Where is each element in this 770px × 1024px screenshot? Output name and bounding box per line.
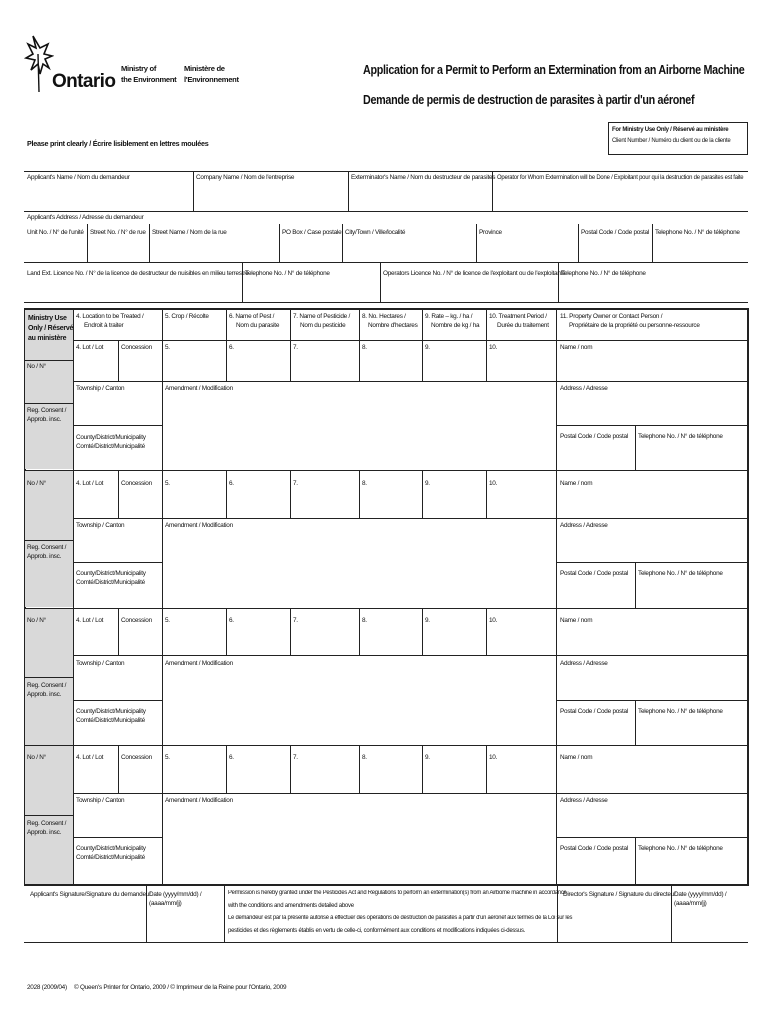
block3-reg-consent-line1: Reg. Consent / — [27, 682, 67, 689]
unit-no-label: Unit No. / N° de l'unité — [27, 229, 84, 236]
block1-col6-label: 6. — [229, 344, 234, 351]
block3-col10-label: 10. — [489, 617, 498, 624]
block3-name-label: Name / nom — [560, 617, 593, 624]
block3-col8-label: 8. — [362, 617, 367, 624]
block1-telephone-label: Telephone No. / N° de téléphone — [638, 433, 723, 440]
block4-amendment-label: Amendment / Modification — [165, 797, 233, 804]
block2-col5-label: 5. — [165, 480, 170, 487]
block1-township-label: Township / Canton — [76, 385, 125, 392]
ministry-use-col-line1: Ministry Use — [28, 315, 67, 322]
ministry-use-title: For Ministry Use Only / Réservé au ministère — [612, 127, 729, 133]
col10-header-line1: 10. Treatment Period / — [489, 313, 547, 320]
block3-reg-consent-line2: Approb. insc. — [27, 691, 62, 698]
block4-telephone-label: Telephone No. / N° de téléphone — [638, 845, 723, 852]
block2-col10-label: 10. — [489, 480, 498, 487]
block1-concession-label: Concession — [121, 344, 152, 351]
block1-postal-label: Postal Code / Code postal — [560, 433, 628, 440]
city-field[interactable] — [343, 238, 475, 261]
ministry-fr-line2: l'Environnement — [184, 75, 239, 84]
exterminator-name-label: Exterminator's Name / Nom du destructeur de parasites — [351, 174, 496, 181]
applicant-name-label: Applicant's Name / Nom du demandeur — [27, 174, 130, 181]
province-field[interactable] — [477, 238, 577, 261]
block1-reg-consent-line2: Approb. insc. — [27, 416, 62, 423]
form-number: 2028 (2009/04) — [27, 984, 67, 991]
block3-address-label: Address / Adresse — [560, 660, 608, 667]
block1-address-label: Address / Adresse — [560, 385, 608, 392]
block3-telephone-label: Telephone No. / N° de téléphone — [638, 708, 723, 715]
col11-header-line2: Propriétaire de la propriété ou personne-ressource — [569, 322, 700, 329]
block3-amendment-label: Amendment / Modification — [165, 660, 233, 667]
ministry-fr-line1: Ministère de — [184, 64, 225, 73]
street-name-field[interactable] — [150, 238, 278, 261]
date-field[interactable] — [147, 912, 223, 941]
telephone-label: Telephone No. / N° de téléphone — [655, 229, 740, 236]
date2-label-line1: Date (yyyy/mm/dd) / — [674, 891, 727, 898]
block1-col9-label: 9. — [425, 344, 430, 351]
po-box-label: PO Box / Case postale — [282, 229, 342, 236]
director-signature-field[interactable] — [558, 904, 670, 941]
street-no-label: Street No. / N° de rue — [90, 229, 146, 236]
company-name-label: Company Name / Nom de l'entreprise — [196, 174, 295, 181]
unit-no-field[interactable] — [25, 238, 86, 261]
block4-address-label: Address / Adresse — [560, 797, 608, 804]
block1-col10-label: 10. — [489, 344, 498, 351]
telephone2-label: Telephone No. / N° de téléphone — [245, 270, 330, 277]
trillium-icon — [24, 34, 54, 92]
block2-county-line2: Comté/District/Municipalité — [76, 579, 145, 586]
block4-county-line2: Comté/District/Municipalité — [76, 854, 145, 861]
telephone3-field[interactable] — [559, 280, 747, 301]
ministry-use-col-line2: Only / Réservé — [28, 325, 74, 332]
block2-col6-label: 6. — [229, 480, 234, 487]
block1-reg-consent-line1: Reg. Consent / — [27, 407, 67, 414]
title-english: Application for a Permit to Perform an Extermination from an Airborne Machine — [363, 63, 745, 77]
applicant-name-field[interactable] — [25, 183, 192, 210]
block2-col7-label: 7. — [293, 480, 298, 487]
po-box-field[interactable] — [280, 238, 341, 261]
block1-amendment-field[interactable] — [163, 393, 555, 469]
operators-licence-field[interactable] — [381, 280, 557, 301]
street-name-label: Street Name / Nom de la rue — [152, 229, 227, 236]
col4-header-line2: Endroit à traiter — [84, 322, 124, 329]
block2-amendment-field[interactable] — [163, 530, 555, 607]
date-label-line2: (aaaa/mm/jj) — [149, 900, 182, 907]
street-no-field[interactable] — [88, 238, 148, 261]
land-ext-licence-field[interactable] — [25, 280, 241, 301]
block3-township-label: Township / Canton — [76, 660, 125, 667]
block2-no-label: No / N° — [27, 480, 46, 487]
block4-name-field[interactable] — [557, 763, 747, 792]
block1-col8-label: 8. — [362, 344, 367, 351]
postal-code-field[interactable] — [579, 238, 651, 261]
block4-col9-label: 9. — [425, 754, 430, 761]
block4-col6-label: 6. — [229, 754, 234, 761]
city-label: City/Town / Ville/localité — [345, 229, 406, 236]
block2-name-label: Name / nom — [560, 480, 593, 487]
block4-postal-label: Postal Code / Code postal — [560, 845, 628, 852]
permission-en-line2: with the conditions and amendments detailed above — [228, 903, 354, 909]
block1-col5-label: 5. — [165, 344, 170, 351]
col5-header: 5. Crop / Récolte — [165, 313, 209, 320]
client-number-field[interactable] — [609, 135, 747, 154]
block4-name-label: Name / nom — [560, 754, 593, 761]
block4-col5-label: 5. — [165, 754, 170, 761]
block4-concession-label: Concession — [121, 754, 152, 761]
block4-county-line1: County/District/Municipality — [76, 845, 146, 852]
block3-postal-label: Postal Code / Code postal — [560, 708, 628, 715]
block2-reg-consent-line2: Approb. insc. — [27, 553, 62, 560]
block1-name-field[interactable] — [557, 353, 747, 380]
block1-county-line2: Comté/District/Municipalité — [76, 443, 145, 450]
operator-field[interactable] — [493, 183, 747, 210]
operators-licence-label: Operators Licence No. / N° de licence de l'exploitant ou de l'exploitante — [383, 270, 566, 277]
company-name-field[interactable] — [194, 183, 347, 210]
telephone2-field[interactable] — [243, 280, 379, 301]
block4-reg-consent-line2: Approb. insc. — [27, 829, 62, 836]
permission-en-line1: Permission is hereby granted under the Pesticides Act and Regulations to perform an extermination(s) from an Airborne machine in accordance — [228, 890, 567, 896]
permission-fr-line1: Le demandeur est par la présente autorisé à effectuer des opérations de destruction de parasites à partir d'un aéronef aux termes de la Loi sur les — [228, 915, 573, 921]
telephone3-label: Telephone No. / N° de téléphone — [561, 270, 646, 277]
block3-amendment-field[interactable] — [163, 668, 555, 744]
col9-header-line2: Nombre de kg / ha — [431, 322, 480, 329]
block3-name-field[interactable] — [557, 626, 747, 654]
date2-field[interactable] — [672, 912, 747, 941]
block4-col7-label: 7. — [293, 754, 298, 761]
title-french: Demande de permis de destruction de parasites à partir d'un aéronef — [363, 93, 695, 107]
block3-county-line2: Comté/District/Municipalité — [76, 717, 145, 724]
ministry-use-col-line3: au ministère — [28, 335, 67, 342]
block4-reg-consent-line1: Reg. Consent / — [27, 820, 67, 827]
block1-no-label: No / N° — [27, 363, 46, 370]
block3-no-label: No / N° — [27, 617, 46, 624]
permission-fr-line2: pesticides et des règlements établis en vertu de celle-ci, conformément aux conditions et modifications indiquées ci-dessus. — [228, 928, 526, 934]
block2-township-label: Township / Canton — [76, 522, 125, 529]
block4-no-label: No / N° — [27, 754, 46, 761]
ontario-logo — [24, 34, 119, 96]
block2-concession-label: Concession — [121, 480, 152, 487]
postal-code-label: Postal Code / Code postal — [581, 229, 649, 236]
block2-county-line1: County/District/Municipality — [76, 570, 146, 577]
province-label: Province — [479, 229, 502, 236]
block4-col10-label: 10. — [489, 754, 498, 761]
block4-lot-label: 4. Lot / Lot — [76, 754, 104, 761]
copyright-notice: © Queen's Printer for Ontario, 2009 / © Imprimeur de la Reine pour l'Ontario, 2009 — [74, 984, 287, 991]
block2-name-field[interactable] — [557, 489, 747, 517]
block1-lot-label: 4. Lot / Lot — [76, 344, 104, 351]
block1-col7-label: 7. — [293, 344, 298, 351]
col11-header-line1: 11. Property Owner or Contact Person / — [560, 313, 663, 320]
block3-concession-label: Concession — [121, 617, 152, 624]
date-label-line1: Date (yyyy/mm/dd) / — [149, 891, 202, 898]
land-ext-licence-label: Land Ext. Licence No. / N° de la licence de destructeur de nuisibles en milieu terrestre — [27, 270, 249, 277]
date2-label-line2: (aaaa/mm/jj) — [674, 900, 707, 907]
client-number-label: Client Number / Numéro du client ou de la cliente — [612, 138, 731, 144]
block2-reg-consent-line1: Reg. Consent / — [27, 544, 67, 551]
print-clearly-note: Please print clearly / Écrire lisiblement en lettres moulées — [27, 139, 209, 148]
col8-header-line2: Nombre d'hectares — [368, 322, 418, 329]
applicant-signature-label: Applicant's Signature/Signature du demandeur — [30, 891, 151, 898]
block4-amendment-field[interactable] — [163, 805, 555, 883]
block1-name-label: Name / nom — [560, 344, 593, 351]
block3-county-line1: County/District/Municipality — [76, 708, 146, 715]
block3-col5-label: 5. — [165, 617, 170, 624]
block2-col9-label: 9. — [425, 480, 430, 487]
logo-text: Ontario — [52, 71, 116, 92]
ministry-en-line1: Ministry of — [121, 64, 157, 73]
block4-col8-label: 8. — [362, 754, 367, 761]
applicant-address-title: Applicant's Address / Adresse du demandeur — [27, 214, 144, 221]
col9-header-line1: 9. Rate – kg. / ha / — [425, 313, 473, 320]
col7-header-line1: 7. Name of Pesticide / — [293, 313, 351, 320]
director-signature-label: Director's Signature / Signature du directeur — [563, 891, 676, 898]
ministry-en-line2: the Environment — [121, 75, 177, 84]
col7-header-line2: Nom du pesticide — [300, 322, 346, 329]
block3-col7-label: 7. — [293, 617, 298, 624]
block3-col9-label: 9. — [425, 617, 430, 624]
col4-header-line1: 4. Location to be Treated / — [76, 313, 144, 320]
block1-amendment-label: Amendment / Modification — [165, 385, 233, 392]
block3-lot-label: 4. Lot / Lot — [76, 617, 104, 624]
block2-postal-label: Postal Code / Code postal — [560, 570, 628, 577]
col10-header-line2: Durée du traitement — [497, 322, 549, 329]
col6-header-line1: 6. Name of Pest / — [229, 313, 275, 320]
col6-header-line2: Nom du parasite — [236, 322, 280, 329]
block2-col8-label: 8. — [362, 480, 367, 487]
block4-township-label: Township / Canton — [76, 797, 125, 804]
block3-col6-label: 6. — [229, 617, 234, 624]
block2-lot-label: 4. Lot / Lot — [76, 480, 104, 487]
applicant-signature-field[interactable] — [25, 904, 145, 941]
block2-address-label: Address / Adresse — [560, 522, 608, 529]
telephone-field[interactable] — [653, 238, 747, 261]
exterminator-name-field[interactable] — [349, 183, 491, 210]
block2-amendment-label: Amendment / Modification — [165, 522, 233, 529]
col8-header-line1: 8. No. Hectares / — [362, 313, 406, 320]
block1-county-line1: County/District/Municipality — [76, 434, 146, 441]
operator-label: Operator for Whom Extermination will be Done / Exploitant pour qui la destruction de parasites est faite — [497, 174, 744, 181]
block2-telephone-label: Telephone No. / N° de téléphone — [638, 570, 723, 577]
